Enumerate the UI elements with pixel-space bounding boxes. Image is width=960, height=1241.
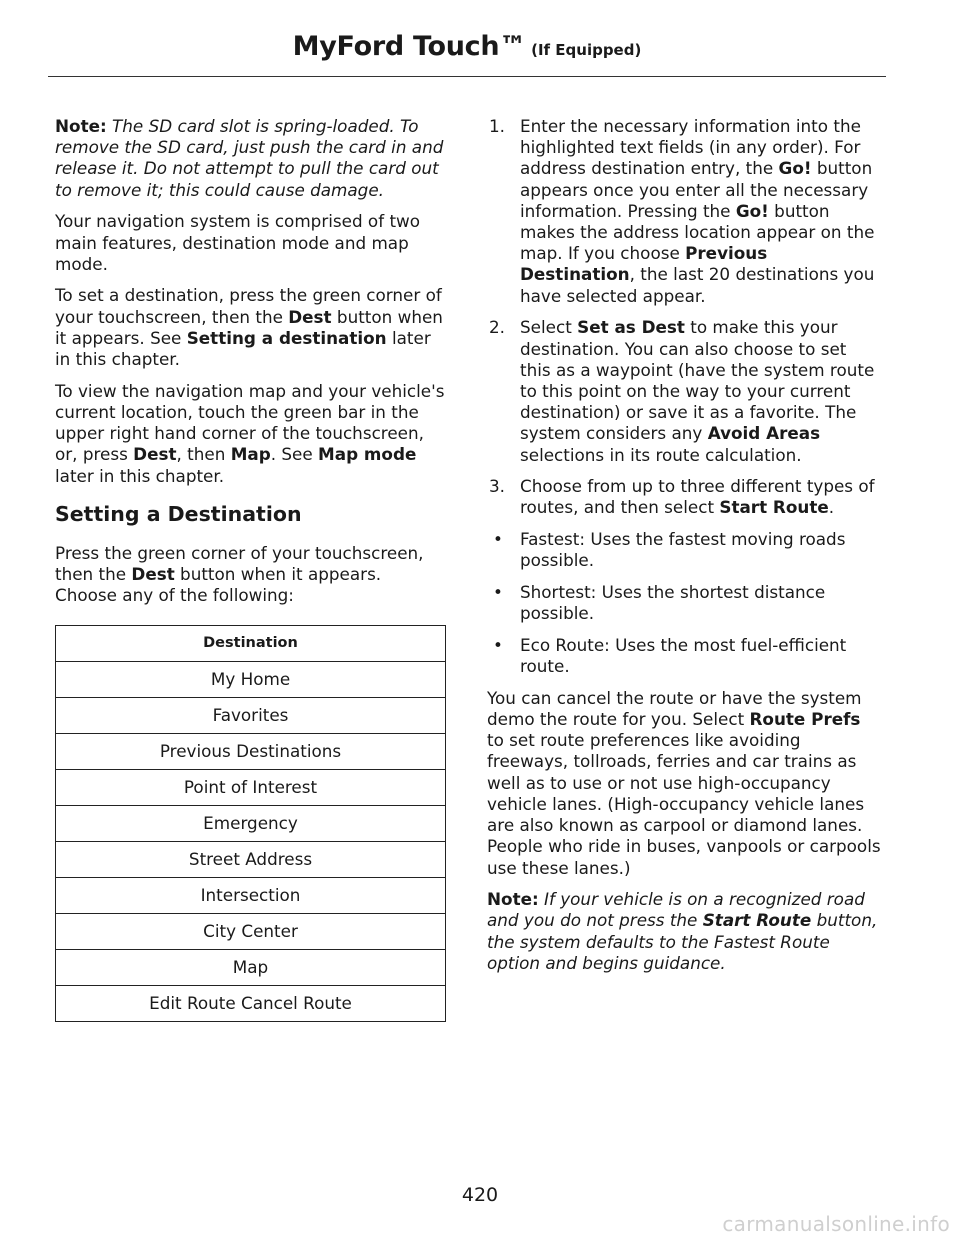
bullet-icon: • bbox=[493, 529, 503, 550]
table-cell: Point of Interest bbox=[56, 770, 446, 806]
choose-paragraph bbox=[55, 543, 447, 607]
text: You can cancel the route or have the system demo the route for you. Select bbox=[487, 687, 862, 730]
text: button when it appears. See bbox=[55, 306, 443, 348]
nav-intro-paragraph: Your navigation system is comprised of two main features, destination mode and map mode. bbox=[55, 211, 421, 274]
bullet-text: Eco Route: Uses the most fuel-efficient route. bbox=[520, 634, 847, 677]
note-text: The SD card slot is spring-loaded. To remove the SD card, just push the card in and release it. Do not attempt to pull the card out to remove it; this could cause damage. bbox=[55, 116, 444, 200]
list-item bbox=[487, 476, 882, 518]
bullet-text: Shortest: Uses the shortest distance possible. bbox=[520, 582, 826, 624]
table-row bbox=[56, 662, 446, 698]
step-number: 1. bbox=[489, 116, 506, 136]
table-row bbox=[56, 734, 446, 770]
table-row bbox=[56, 878, 446, 914]
set-as-dest-keyword: Set as Dest bbox=[577, 317, 685, 338]
page-header bbox=[48, 22, 886, 77]
text: selections in its route calculation. bbox=[520, 444, 802, 465]
bullet-text: Fastest: Uses the fastest moving roads possible. bbox=[520, 529, 846, 571]
table-cell: Edit Route Cancel Route bbox=[56, 986, 446, 1022]
left-column bbox=[55, 116, 447, 1022]
table-row bbox=[56, 806, 446, 842]
table-row bbox=[56, 950, 446, 986]
header-subtitle: (If Equipped) bbox=[531, 41, 642, 59]
bullet-icon: • bbox=[493, 582, 503, 603]
text: Press the green corner of your touchscreen, then the bbox=[55, 542, 424, 584]
step-number: 2. bbox=[489, 317, 506, 338]
table-row bbox=[56, 698, 446, 734]
table-cell: Emergency bbox=[56, 806, 446, 842]
text: button makes the address location appear on the map. If you choose bbox=[520, 200, 875, 264]
start-route-keyword: Start Route bbox=[719, 497, 829, 518]
text: If your vehicle is on a recognized road and you do not press the bbox=[487, 889, 865, 931]
text: . bbox=[828, 497, 835, 518]
start-route-keyword: Start Route bbox=[702, 910, 812, 931]
text: , then bbox=[176, 444, 231, 465]
table-row bbox=[56, 770, 446, 806]
watermark: carmanualsonline.info bbox=[722, 1212, 950, 1236]
text: later in this chapter. bbox=[55, 465, 225, 486]
step-number: 3. bbox=[489, 476, 506, 497]
table-row bbox=[56, 914, 446, 950]
start-route-note bbox=[487, 889, 882, 974]
list-item bbox=[487, 635, 882, 677]
text: to make this your destination. You can also choose to set this as a waypoint (have the system route to this point on the way to your current destination) or save it as a favorite. The system considers any bbox=[520, 317, 875, 444]
text: Select bbox=[520, 317, 578, 338]
dest-keyword: Dest bbox=[288, 306, 332, 327]
table-header: Destination bbox=[56, 626, 446, 662]
map-keyword: Map bbox=[230, 444, 271, 465]
table-cell: Map bbox=[56, 950, 446, 986]
table-row bbox=[56, 842, 446, 878]
text: . See bbox=[270, 444, 319, 465]
text: button when it appears. Choose any of the following: bbox=[55, 563, 382, 606]
route-prefs-paragraph bbox=[487, 688, 882, 879]
note-label: Note: bbox=[487, 889, 539, 910]
text: To view the navigation map and your vehicle's current location, touch the green bar in the upper right hand corner of the touchscreen, or, press bbox=[55, 380, 445, 465]
dest-keyword: Dest bbox=[133, 444, 177, 465]
setting-destination-link: Setting a destination bbox=[186, 327, 387, 348]
bullet-icon: • bbox=[493, 634, 503, 655]
text: , the last 20 destinations you have selected appear. bbox=[520, 264, 875, 306]
table-cell: City Center bbox=[56, 914, 446, 950]
set-destination-paragraph bbox=[55, 285, 447, 370]
table-cell: Street Address bbox=[56, 842, 446, 878]
table-cell: Favorites bbox=[56, 698, 446, 734]
table-row bbox=[56, 986, 446, 1022]
text: Enter the necessary information into the highlighted text fields (in any order). For address destination entry, the bbox=[520, 116, 861, 179]
table-cell: Previous Destinations bbox=[56, 734, 446, 770]
header-title: MyFord Touch™ bbox=[292, 31, 526, 62]
list-item bbox=[487, 529, 882, 571]
list-item bbox=[487, 582, 882, 624]
page-number: 420 bbox=[461, 1184, 499, 1206]
text: to set route preferences like avoiding freeways, tollroads, ferries and car trains as well as to use or not use high-occupancy vehicle lanes. (High-occupancy vehicle lanes are also known as carpool or diamond lanes. People who ride in buses, vanpools or carpools use these lanes.) bbox=[487, 730, 881, 878]
section-heading: Setting a Destination bbox=[55, 501, 302, 526]
dest-keyword: Dest bbox=[131, 563, 175, 584]
text: To set a destination, press the green corner of your touchscreen, then the bbox=[55, 285, 442, 327]
note-label: Note: bbox=[55, 116, 107, 136]
destination-table bbox=[55, 625, 446, 1022]
previous-destination-keyword: Previous Destination bbox=[520, 243, 768, 285]
sd-card-note bbox=[55, 116, 447, 201]
list-item bbox=[487, 116, 882, 307]
steps-list bbox=[487, 116, 882, 519]
text: button, the system defaults to the Fastest Route option and begins guidance. bbox=[487, 910, 878, 973]
avoid-areas-keyword: Avoid Areas bbox=[707, 423, 821, 444]
table-cell: Intersection bbox=[56, 878, 446, 914]
go-keyword: Go! bbox=[735, 200, 769, 221]
text: later in this chapter. bbox=[55, 327, 431, 370]
list-item bbox=[487, 317, 882, 465]
text: button appears once you enter all the necessary information. Pressing the bbox=[520, 158, 873, 221]
route-prefs-keyword: Route Prefs bbox=[749, 709, 861, 730]
view-map-paragraph bbox=[55, 381, 447, 487]
go-keyword: Go! bbox=[778, 158, 812, 179]
text: Choose from up to three different types of routes, and then select bbox=[520, 476, 875, 518]
right-column bbox=[487, 116, 882, 985]
map-mode-link: Map mode bbox=[318, 444, 417, 465]
table-cell: My Home bbox=[56, 662, 446, 698]
